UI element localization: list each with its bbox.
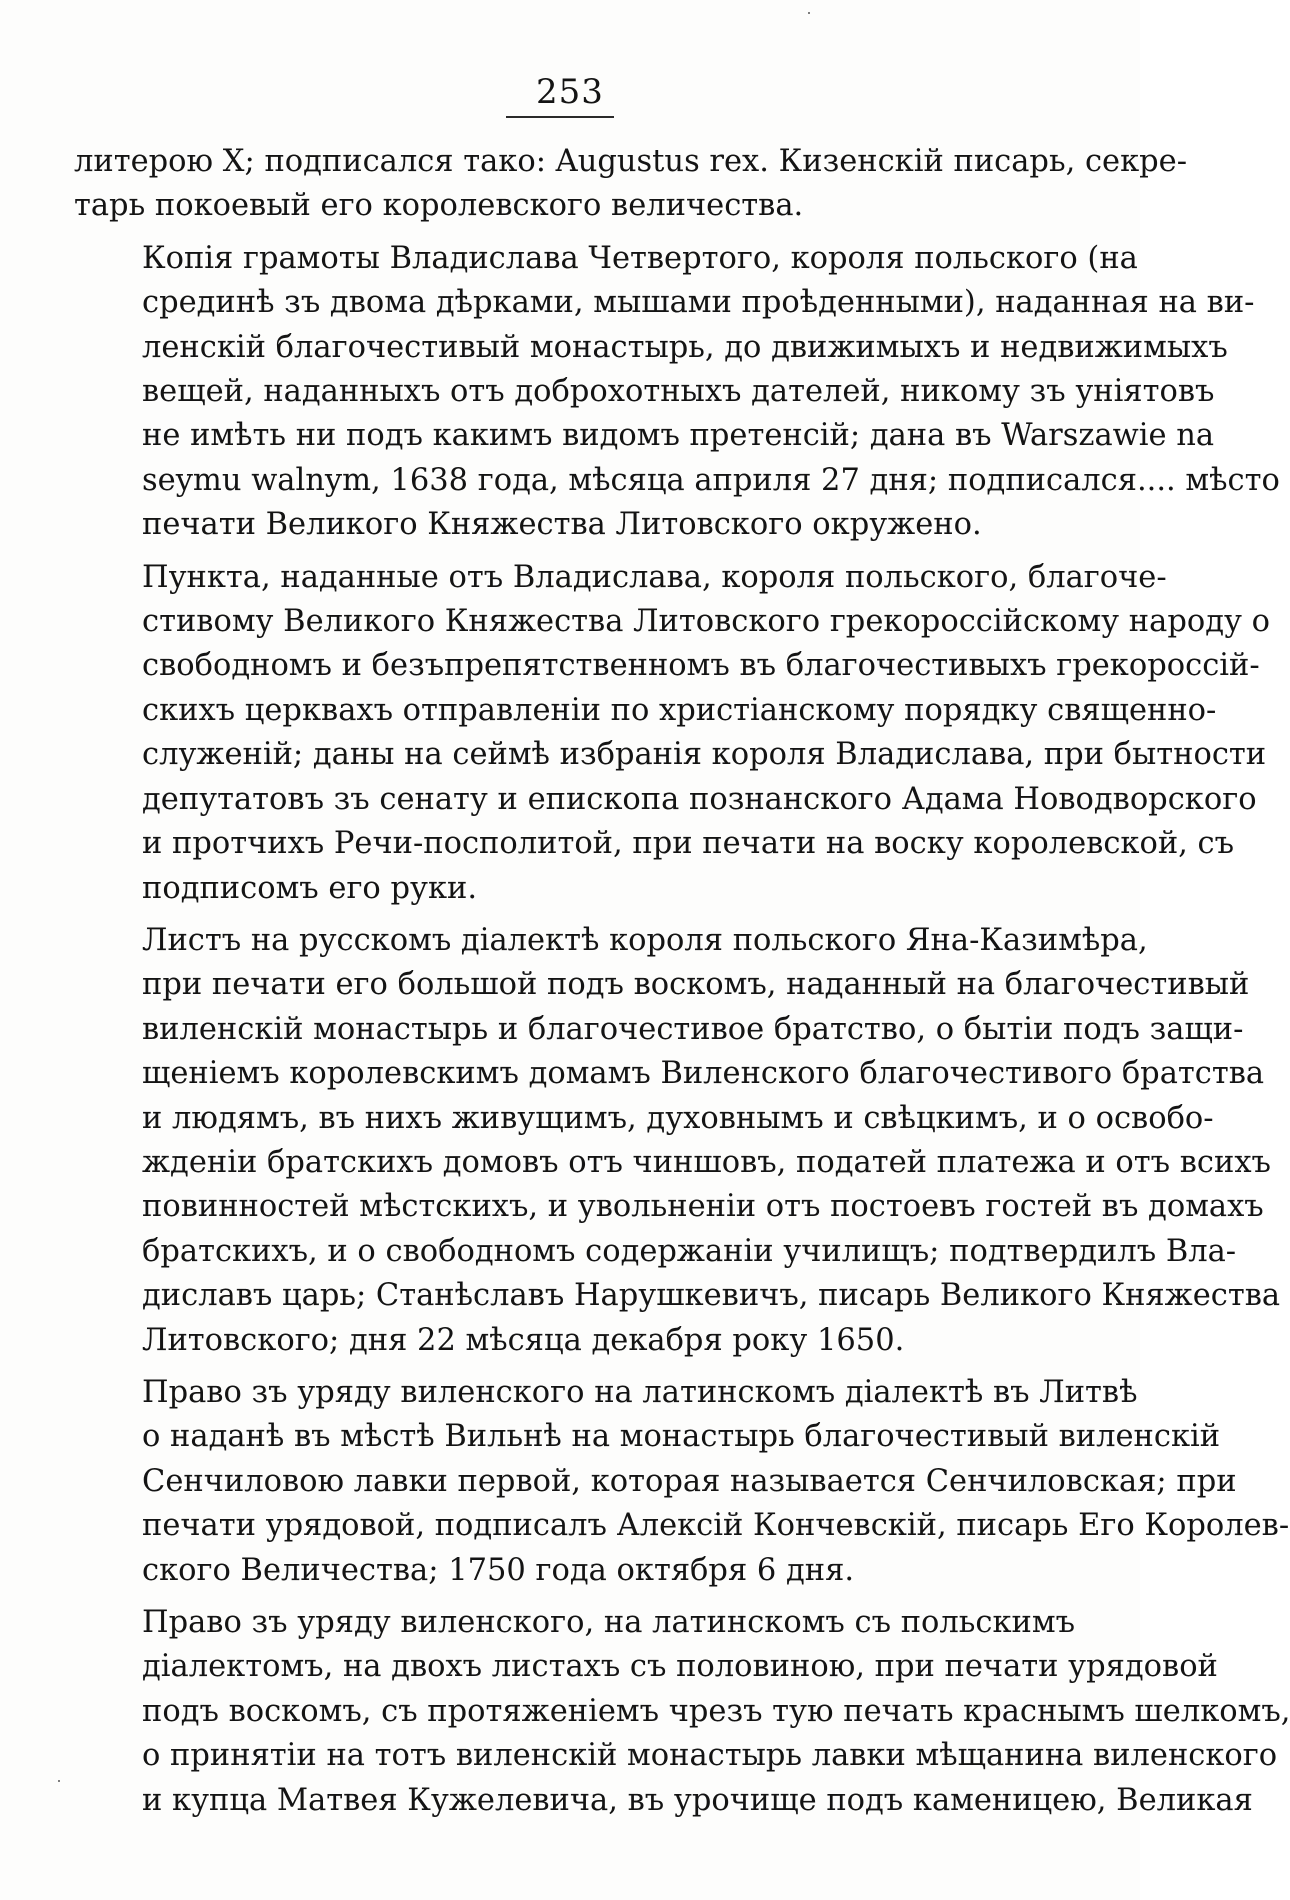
text-line: щеніемъ королевскимъ домамъ Виленского благочестивого братства (142, 1056, 1265, 1092)
text-line: Литовского; дня 22 мѣсяца декабря року 1650. (142, 1322, 905, 1358)
text-line: и людямъ, въ нихъ живущимъ, духовнымъ и свѣцкимъ, и о освобо- (142, 1100, 1214, 1136)
text-line: повинностей мѣстскихъ, и увольненіи отъ постоевъ гостей въ домахъ (142, 1189, 1264, 1225)
text-line: ского Величества; 1750 года октября 6 дня. (142, 1552, 855, 1588)
text-line: не имѣть ни подъ какимъ видомъ претенсій; дана въ Warszawie na (142, 418, 1215, 454)
text-line: ленскій благочестивый монастырь, до движимыхъ и недвижимыхъ (142, 329, 1228, 365)
text-line: діалектомъ, на двохъ листахъ съ половиною, при печати урядовой (142, 1649, 1218, 1685)
paragraph-4 (74, 919, 1281, 1363)
text-line: тарь покоевый его королевского величества. (74, 188, 804, 224)
body-text (74, 140, 1290, 1823)
paragraph-5 (74, 1371, 1290, 1593)
text-line: о наданѣ въ мѣстѣ Вильнѣ на монастырь благочестивый виленскій (142, 1419, 1221, 1455)
text-line: срединѣ зъ двома дѣрками, мышами проѣденными), наданная на ви- (142, 285, 1255, 321)
text-line: Копія грамоты Владислава Четвертого, короля польского (на (142, 240, 1138, 276)
paper-speck (808, 12, 810, 14)
page-number: 253 (536, 72, 604, 112)
text-line: литерою X; подписался тако: Augustus rex. Кизенскій писарь, секре- (74, 144, 1188, 179)
text-line: Пункта, наданные отъ Владислава, короля польского, благоче- (142, 559, 1167, 595)
text-line: seymu walnym, 1638 года, мѣсяца априля 27 дня; подписался.... мѣсто (142, 462, 1280, 498)
text-line: виленскій монастырь и благочестивое братство, о бытіи подъ защи- (142, 1011, 1244, 1047)
page-number-underline (506, 116, 614, 118)
text-line: братскихъ, и о свободномъ содержаніи училищъ; подтвердилъ Вла- (142, 1233, 1237, 1269)
paper-speck (58, 1780, 60, 1782)
text-line: и купца Матвея Кужелевича, въ урочище подъ каменицею, Великая (142, 1782, 1253, 1818)
paragraph-2 (74, 237, 1280, 548)
paragraph-6 (74, 1601, 1290, 1823)
paragraph-1 (74, 140, 1188, 229)
paragraph-3 (74, 556, 1270, 911)
text-line: скихъ церквахъ отправленіи по христіанскому порядку священно- (142, 692, 1217, 728)
text-line: вещей, наданныхъ отъ доброхотныхъ дателей, никому зъ уніятовъ (142, 374, 1215, 410)
text-line: жденіи братскихъ домовъ отъ чиншовъ, податей платежа и отъ всихъ (142, 1144, 1271, 1180)
text-line: депутатовъ зъ сенату и епископа познанского Адама Новодворского (142, 781, 1257, 817)
text-line: о принятіи на тотъ виленскій монастырь лавки мѣщанина виленского (142, 1738, 1278, 1774)
text-line: печати Великого Княжества Литовского окружено. (142, 507, 982, 543)
text-line: Сенчиловою лавки первой, которая называется Сенчиловская; при (142, 1463, 1237, 1499)
text-line: Право зъ уряду виленского, на латинскомъ съ польскимъ (142, 1605, 1075, 1640)
text-line: Право зъ уряду виленского на латинскомъ діалектѣ въ Литвѣ (142, 1374, 1138, 1410)
text-line: подъ воскомъ, съ протяженіемъ чрезъ тую печать краснымъ шелкомъ, (142, 1693, 1290, 1729)
text-line: подписомъ его руки. (142, 870, 478, 906)
text-line: свободномъ и безъпрепятственномъ въ благочестивыхъ грекороссій- (142, 648, 1260, 684)
text-line: Листъ на русскомъ діалектѣ короля польского Яна-Казимѣра, (142, 922, 1148, 958)
text-line: диславъ царь; Станѣславъ Нарушкевичъ, писарь Великого Княжества (142, 1278, 1281, 1314)
text-line: и протчихъ Речи-посполитой, при печати на воску королевской, съ (142, 826, 1235, 862)
text-line: стивому Великого Княжества Литовского грекороссійскому народу о (142, 604, 1270, 640)
text-line: служеній; даны на сеймѣ избранія короля Владислава, при бытности (142, 737, 1267, 773)
text-line: при печати его большой подъ воскомъ, наданный на благочестивый (142, 967, 1250, 1003)
text-line: печати урядовой, подписалъ Алексій Кончевскій, писарь Его Королев- (142, 1508, 1290, 1544)
